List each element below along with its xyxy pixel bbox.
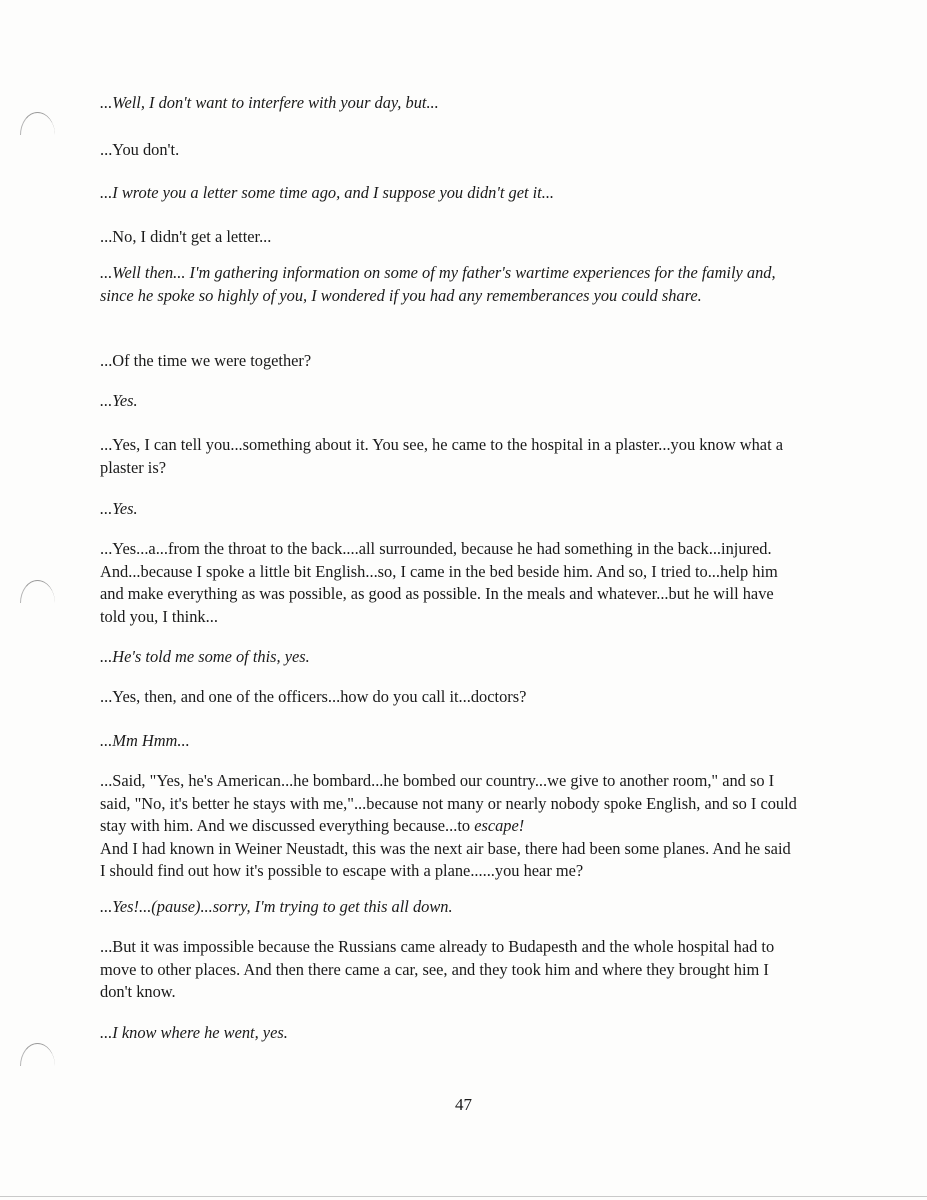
- paragraph: ...Yes...a...from the throat to the back....all surrounded, because he had something in the back...injured. And...because I spoke a little bit English...so, I came in the bed beside him. And so, I tried to...help him and make everything as was possible, as good as possible. In the meals and whatever...but he will have told you, I think...: [100, 539, 778, 626]
- paragraph: ...Yes, then, and one of the officers...how do you call it...doctors?: [100, 687, 527, 706]
- paragraph: ...You don't.: [100, 140, 180, 159]
- paragraph: ...But it was impossible because the Russians came already to Budapesth and the whole hospital had to move to other places. And then there came a car, see, and they took him and where they brought him I don't know.: [100, 937, 775, 1001]
- paragraph: ...He's told me some of this, yes.: [100, 647, 310, 666]
- paragraph-text: ...Said, "Yes, he's American...he bombard...he bombed our country...we give to another room," and so I said, "No, it's better he stays with me,"...because not many or nearly nobody spoke English, and so I could stay with him. And we discussed everything because...to: [100, 771, 797, 835]
- paragraph: ...Well, I don't want to interfere with your day, but...: [100, 93, 439, 112]
- paragraph: ...Yes, I can tell you...something about it. You see, he came to the hospital in a plaster...you know what a plaster is?: [100, 435, 783, 477]
- punch-hole-bottom: [20, 1043, 55, 1066]
- paragraph: ...Yes!...(pause)...sorry, I'm trying to get this all down.: [100, 897, 453, 916]
- paragraph: [100, 770, 800, 883]
- paragraph: ...I wrote you a letter some time ago, and I suppose you didn't get it...: [100, 183, 555, 202]
- paragraph: ...Of the time we were together?: [100, 351, 312, 370]
- page-edge: [0, 1196, 927, 1197]
- page-number: 47: [455, 1095, 472, 1114]
- paragraph-text: And I had known in Weiner Neustadt, this was the next air base, there had been some planes. And he said I should find out how it's possible to escape with a plane......you hear me?: [100, 838, 791, 880]
- paragraph: ...Well then... I'm gathering information on some of my father's wartime experiences for the family and, since he spoke so highly of you, I wondered if you had any rememberances you could share.: [100, 263, 776, 305]
- paragraph: ...Yes.: [100, 499, 138, 518]
- emphasis-text: escape!: [474, 816, 525, 835]
- paragraph: ...Mm Hmm...: [100, 731, 190, 750]
- paragraph: ...Yes.: [100, 391, 138, 410]
- punch-hole-top: [20, 112, 55, 135]
- punch-hole-middle: [20, 580, 55, 603]
- paragraph: ...I know where he went, yes.: [100, 1023, 288, 1042]
- paragraph: ...No, I didn't get a letter...: [100, 227, 272, 246]
